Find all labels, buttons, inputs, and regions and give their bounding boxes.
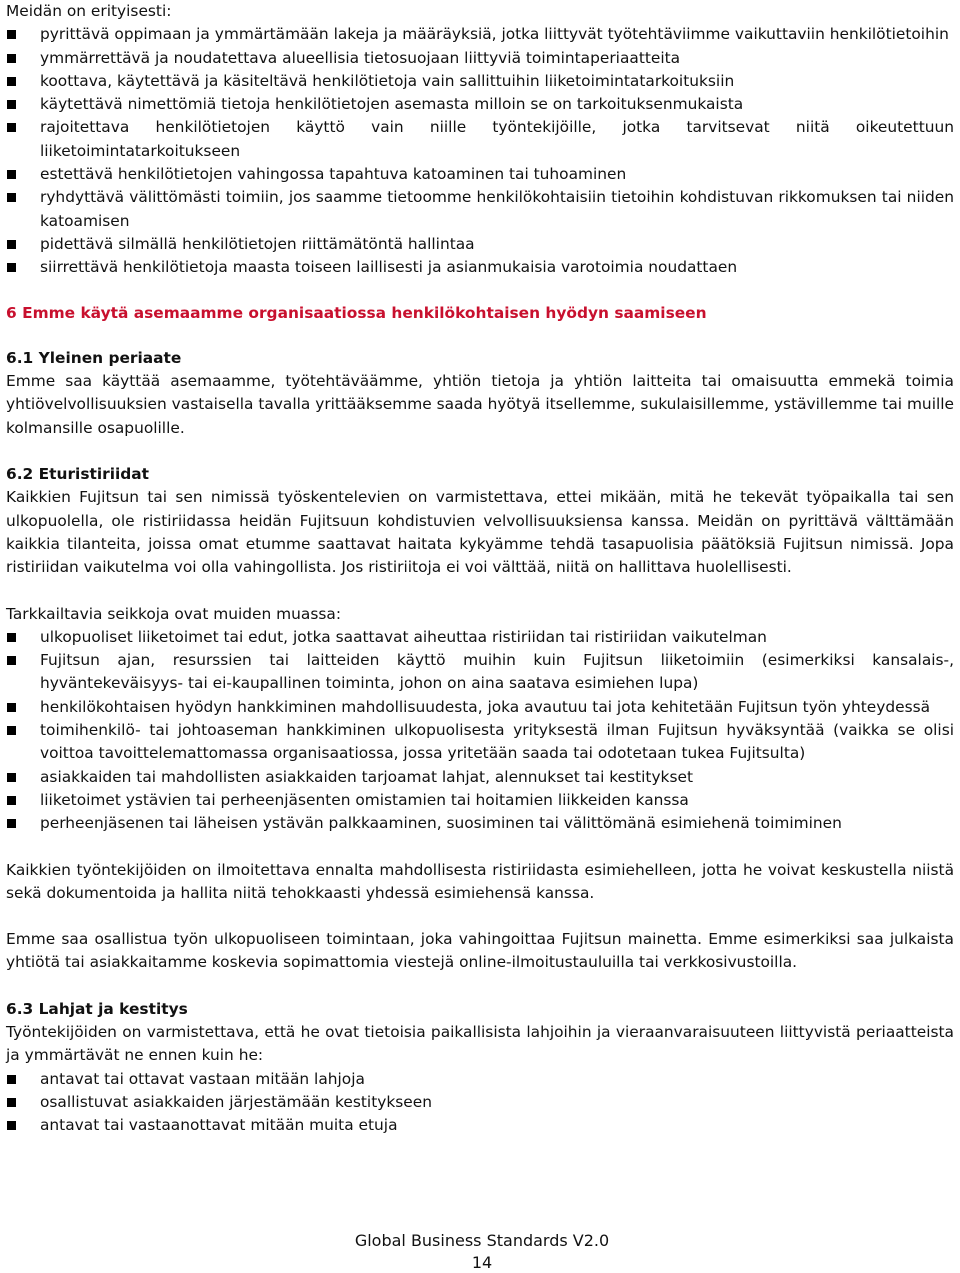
list-item: perheenjäsenen tai läheisen ystävän palkkaaminen, suosiminen tai välittömänä esimiehenä toimiminen — [6, 812, 954, 835]
list-item: liiketoimet ystävien tai perheenjäsenten omistamien tai hoitamien liikkeiden kanssa — [6, 789, 954, 812]
section-6-1-heading: 6.1 Yleinen periaate — [6, 348, 182, 367]
square-bullet-icon — [7, 123, 16, 132]
list-item: ulkopuoliset liiketoimet tai edut, jotka saattavat aiheuttaa ristiriidan tai ristiriidan vaikutelman — [6, 626, 954, 649]
square-bullet-icon — [7, 1098, 16, 1107]
list-item: Fujitsun ajan, resurssien tai laitteiden käyttö muihin kuin Fujitsun liiketoimiin (esimerkiksi kansalais-, hyväntekeväisyys- tai ei-kaupallinen toiminta, johon on aina saatava esimiehen lupa) — [6, 649, 954, 696]
square-bullet-icon — [7, 263, 16, 272]
square-bullet-icon — [7, 703, 16, 712]
list-item: toimihenkilö- tai johtoaseman hankkiminen ulkopuolisesta yrityksestä ilman Fujitsun hyväksyntää (vaikka se olisi voittoa tavoittelemattomassa organisaatiossa, jossa yritetään saada tai odotetaan tukea Fujitsulta) — [6, 719, 954, 766]
list-item: osallistuvat asiakkaiden järjestämään kestitykseen — [6, 1091, 954, 1114]
obligations-list — [6, 23, 954, 279]
section-6-heading: 6 Emme käytä asemaamme organisaatiossa henkilökohtaisen hyödyn saamiseen — [6, 303, 707, 322]
list-item: rajoitettava henkilötietojen käyttö vain niille työntekijöille, jotka tarvitsevat niitä oikeutettuun liiketoimintatarkoitukseen — [6, 116, 954, 163]
list-item: pyrittävä oppimaan ja ymmärtämään lakeja ja määräyksiä, jotka liittyvät työtehtäviimme vaikuttaviin henkilötietoihin — [6, 23, 954, 46]
list-item: antavat tai ottavat vastaan mitään lahjoja — [6, 1068, 954, 1091]
section-6-2-text: Kaikkien Fujitsun tai sen nimissä työskentelevien on varmistettava, ettei mikään, mitä he tekevät työpaikalla tai sen ulkopuolella, ole ristiriidassa heidän Fujitsuun kohdistuvien velvollisuuksiensa kanssa. Meidän on pyrittävä välttämään kaikkia tilanteita, joissa omat etumme saattavat haitata kykyämme tehdä tasapuolisia päätöksiä Fujitsun nimissä. Jopa ristiriidan vaikutelma voi olla vahingollista. Jos ristiriitoja ei voi välttää, niitä on hallittava huolellisesti. — [6, 488, 954, 577]
square-bullet-icon — [7, 240, 16, 249]
section-6-2-paragraph-3: Emme saa osallistua työn ulkopuoliseen toimintaan, joka vahingoittaa Fujitsun mainetta. Emme esimerkiksi saa julkaista yhtiötä tai asiakkaitamme koskevia sopimattomia viestejä online-ilmoitustauluilla tai verkkosivustoilla. — [6, 930, 954, 972]
square-bullet-icon — [7, 1075, 16, 1084]
section-6-3-heading: 6.3 Lahjat ja kestitys — [6, 999, 188, 1018]
gifts-list — [6, 1068, 954, 1138]
section-6-2-paragraph-2: Kaikkien työntekijöiden on ilmoitettava ennalta mahdollisesta ristiriidasta esimiehelleen, jotta he voivat keskustella niistä sekä dokumentoida ja hallita niitä tehokkaasti yhdessä esimiehensä kanssa. — [6, 860, 954, 902]
square-bullet-icon — [7, 796, 16, 805]
conflict-examples-list — [6, 626, 954, 836]
list-item: henkilökohtaisen hyödyn hankkiminen mahdollisuudesta, joka avautuu tai jota kehitetään Fujitsun työn yhteydessä — [6, 696, 954, 719]
square-bullet-icon — [7, 30, 16, 39]
square-bullet-icon — [7, 77, 16, 86]
section-6-2-list-intro: Tarkkailtavia seikkoja ovat muiden muassa: — [6, 604, 341, 623]
square-bullet-icon — [7, 726, 16, 735]
list-item: estettävä henkilötietojen vahingossa tapahtuva katoaminen tai tuhoaminen — [6, 163, 954, 186]
section-6-1-text: Emme saa käyttää asemaamme, työtehtäväämme, yhtiön tietoja ja yhtiön laitteita tai omaisuutta emmekä toimia yhtiövelvollisuuksien vastaisella tavalla yrittääksemme saada hyötyä itsellemme, sukulaisillemme, ystävillemme tai muille kolmansille osapuolille. — [6, 372, 954, 437]
square-bullet-icon — [7, 656, 16, 665]
section-6-2-heading: 6.2 Eturistiriidat — [6, 465, 150, 484]
square-bullet-icon — [7, 193, 16, 202]
square-bullet-icon — [7, 1121, 16, 1130]
footer-document-title: Global Business Standards V2.0 — [354, 1231, 610, 1250]
footer-page-number: 14 — [471, 1253, 493, 1272]
intro-text: Meidän on erityisesti: — [6, 2, 172, 20]
list-item: asiakkaiden tai mahdollisten asiakkaiden tarjoamat lahjat, alennukset tai kestitykset — [6, 766, 954, 789]
square-bullet-icon — [7, 819, 16, 828]
square-bullet-icon — [7, 170, 16, 179]
list-item: antavat tai vastaanottavat mitään muita etuja — [6, 1114, 954, 1137]
list-item: pidettävä silmällä henkilötietojen riittämätöntä hallintaa — [6, 233, 954, 256]
square-bullet-icon — [7, 633, 16, 642]
square-bullet-icon — [7, 773, 16, 782]
document-page — [6, 0, 954, 1137]
square-bullet-icon — [7, 100, 16, 109]
list-item: siirrettävä henkilötietoja maasta toiseen laillisesti ja asianmukaisia varotoimia noudattaen — [6, 256, 954, 279]
section-6-3-text: Työntekijöiden on varmistettava, että he ovat tietoisia paikallisista lahjoihin ja vieraanvaraisuuteen liittyvistä periaatteista ja ymmärtävät ne ennen kuin he: — [6, 1022, 954, 1065]
square-bullet-icon — [7, 54, 16, 63]
list-item: ryhdyttävä välittömästi toimiin, jos saamme tietoomme henkilökohtaisiin tietoihin kohdistuvan rikkomuksen tai niiden katoamisen — [6, 186, 954, 233]
list-item: ymmärrettävä ja noudatettava alueellisia tietosuojaan liittyviä toimintaperiaatteita — [6, 47, 954, 70]
list-item: käytettävä nimettömiä tietoja henkilötietojen asemasta milloin se on tarkoituksenmukaista — [6, 93, 954, 116]
list-item: koottava, käytettävä ja käsiteltävä henkilötietoja vain sallittuihin liiketoimintatarkoituksiin — [6, 70, 954, 93]
